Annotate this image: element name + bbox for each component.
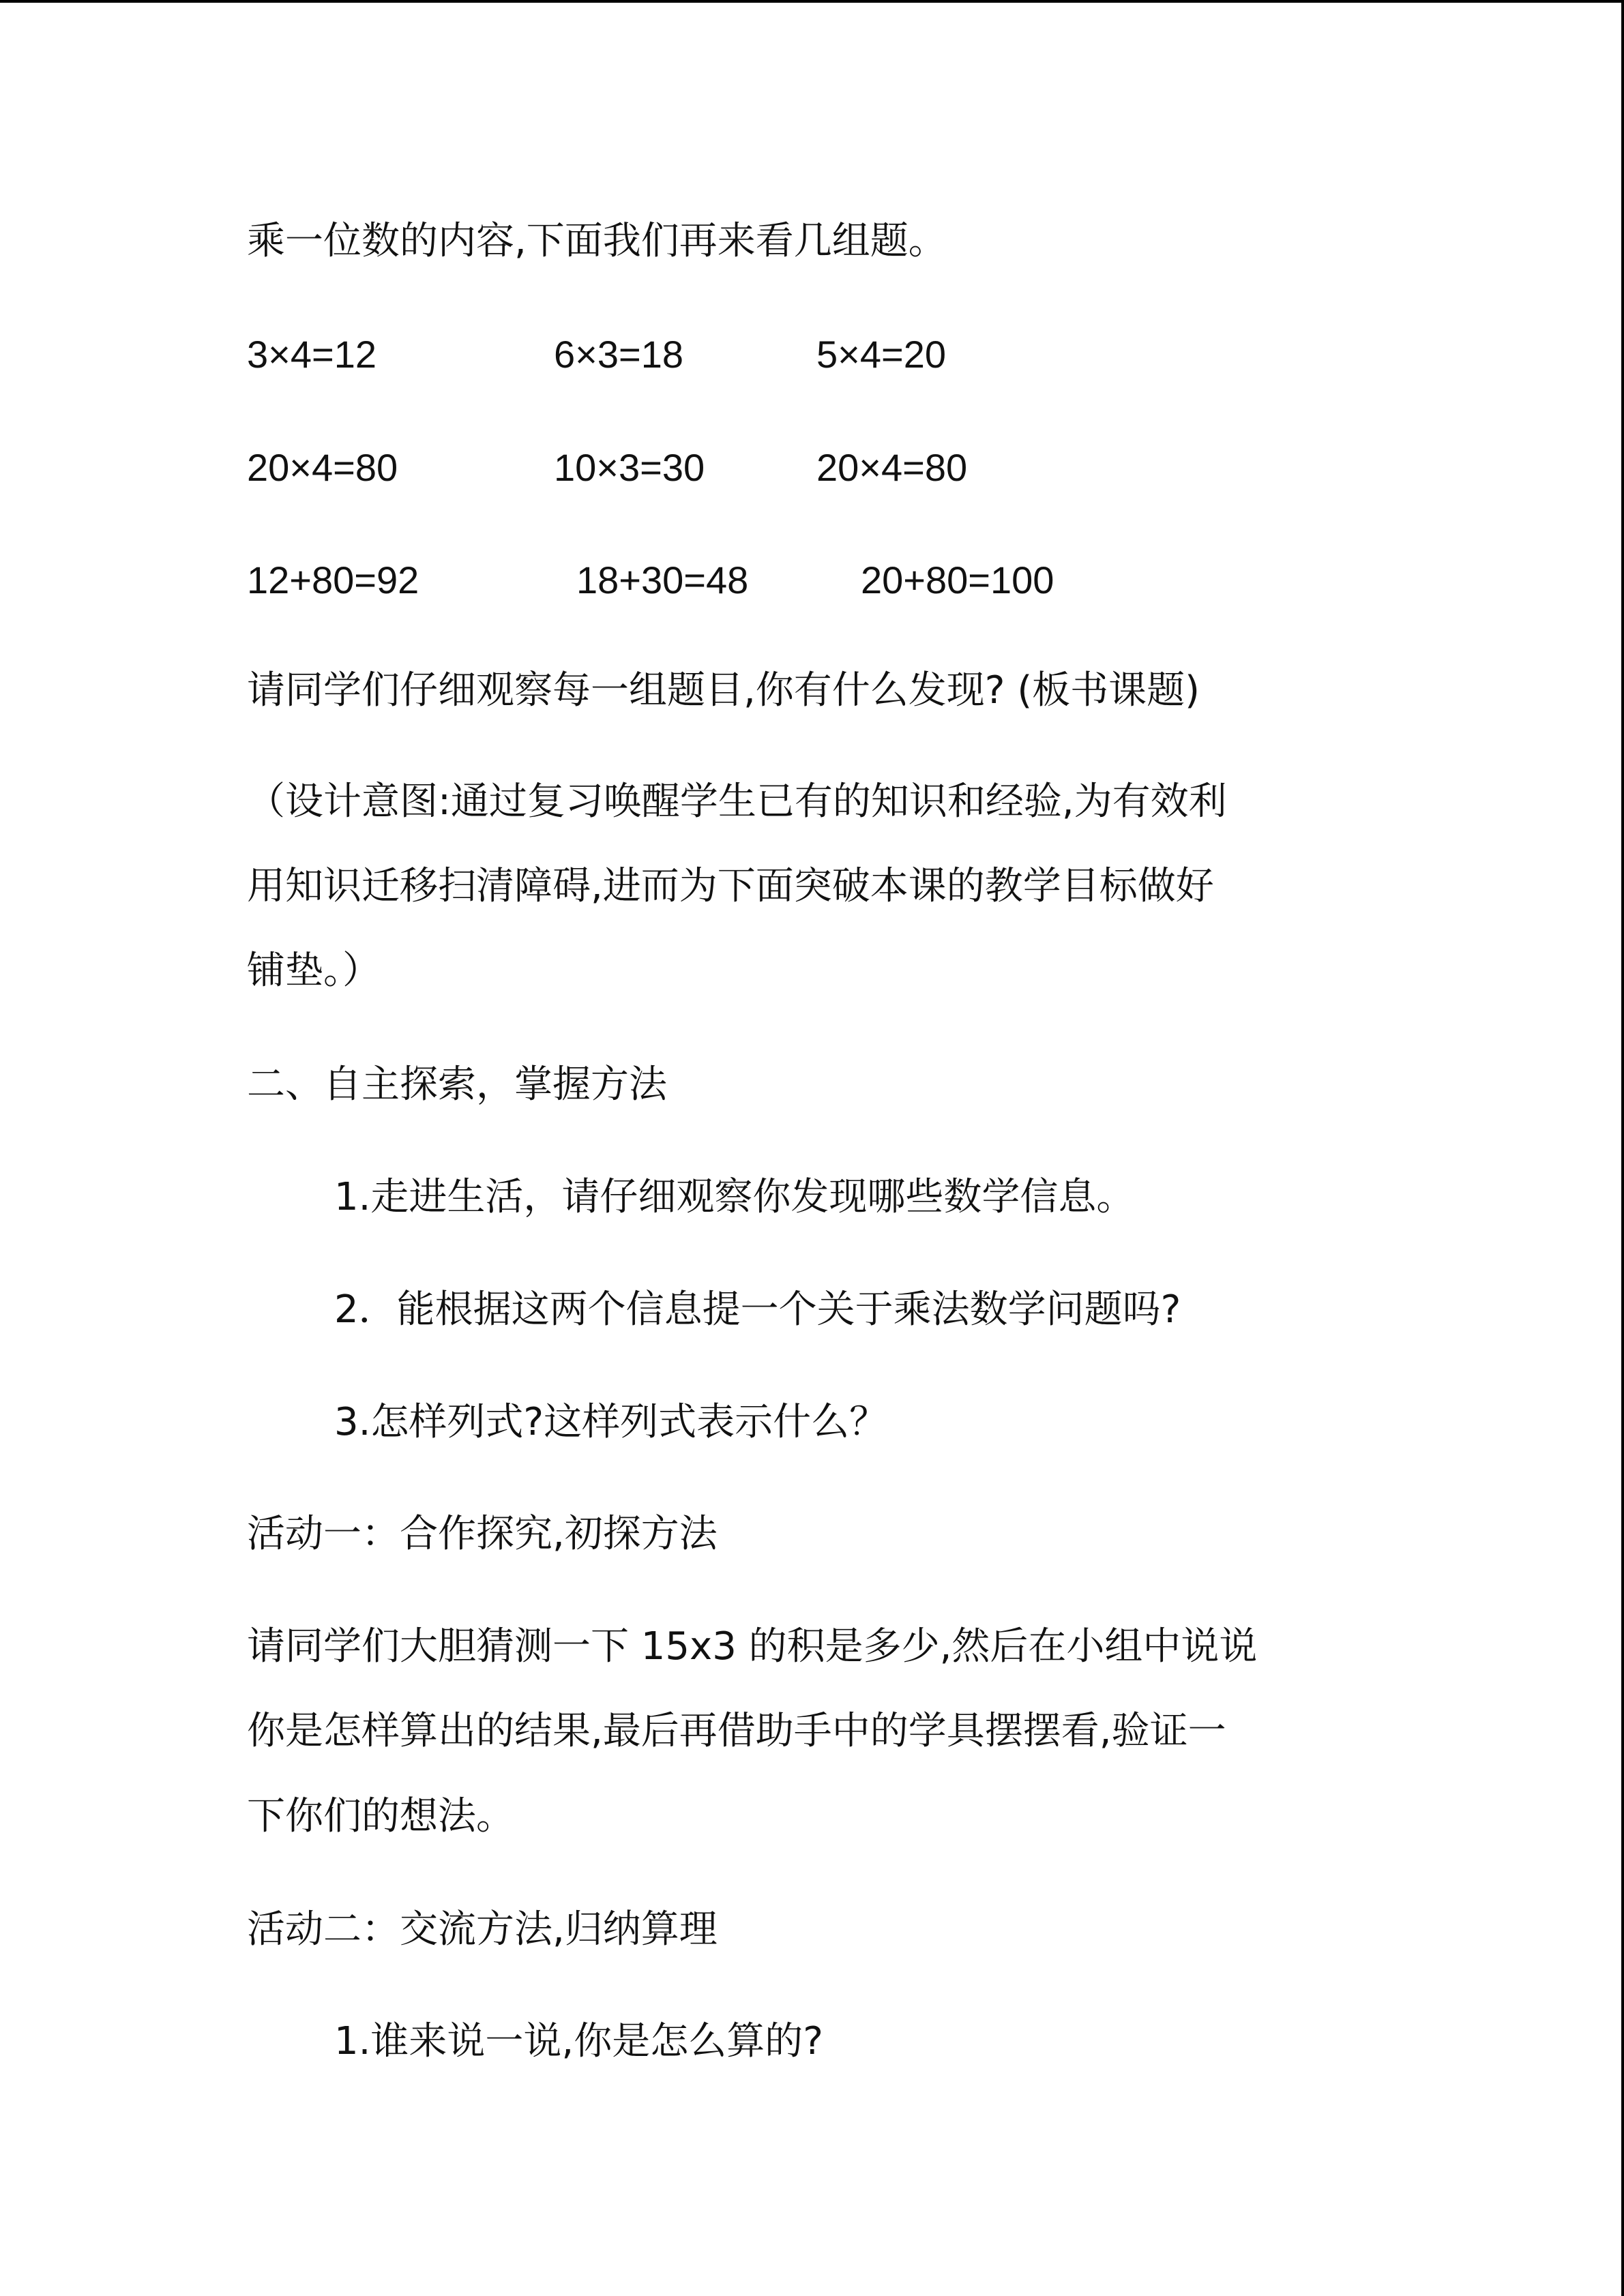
equation: 6×3=18: [554, 333, 683, 376]
section-heading: 二、自主探索，掌握方法: [247, 1062, 667, 1107]
activity-paragraph-line: 请同学们大胆猜测一下 15x3 的积是多少,然后在小组中说说: [247, 1624, 1258, 1669]
activity-heading: 活动一：合作探究,初探方法: [247, 1512, 718, 1556]
equation: 18+30=48: [576, 558, 749, 601]
design-intent-line: 用知识迁移扫清障碍,进而为下面突破本课的教学目标做好: [247, 864, 1214, 908]
equation: 20×4=80: [816, 446, 968, 489]
equation-row: [247, 333, 1406, 376]
equation: 5×4=20: [816, 333, 946, 376]
equation-row: [247, 558, 1406, 602]
list-item: 1.走进生活，请仔细观察你发现哪些数学信息。: [334, 1175, 1135, 1219]
intro-paragraph: 乘一位数的内容,下面我们再来看几组题。: [247, 219, 947, 263]
equation: 20+80=100: [861, 558, 1054, 601]
list-item: 1.谁来说一说,你是怎么算的?: [334, 2019, 823, 2063]
observe-paragraph: 请同学们仔细观察每一组题目,你有什么发现? (板书课题): [247, 668, 1200, 713]
equation: 20×4=80: [247, 446, 398, 489]
activity-paragraph-line: 下你们的想法。: [247, 1794, 514, 1838]
equation: 12+80=92: [247, 558, 419, 601]
equation: 10×3=30: [554, 446, 705, 489]
activity-paragraph-line: 你是怎样算出的结果,最后再借助手中的学具摆摆看,验证一: [247, 1709, 1226, 1753]
equation: 3×4=12: [247, 333, 377, 376]
design-intent-line: 铺垫。）: [247, 949, 381, 993]
equation-row: [247, 446, 1406, 490]
activity-heading: 活动二：交流方法,归纳算理: [247, 1907, 718, 1952]
list-item: 2．能根据这两个信息提一个关于乘法数学问题吗?: [334, 1287, 1181, 1332]
design-intent-line: （设计意图:通过复习唤醒学生已有的知识和经验,为有效利: [247, 779, 1227, 824]
list-item: 3.怎样列式?这样列式表示什么？: [334, 1400, 888, 1444]
